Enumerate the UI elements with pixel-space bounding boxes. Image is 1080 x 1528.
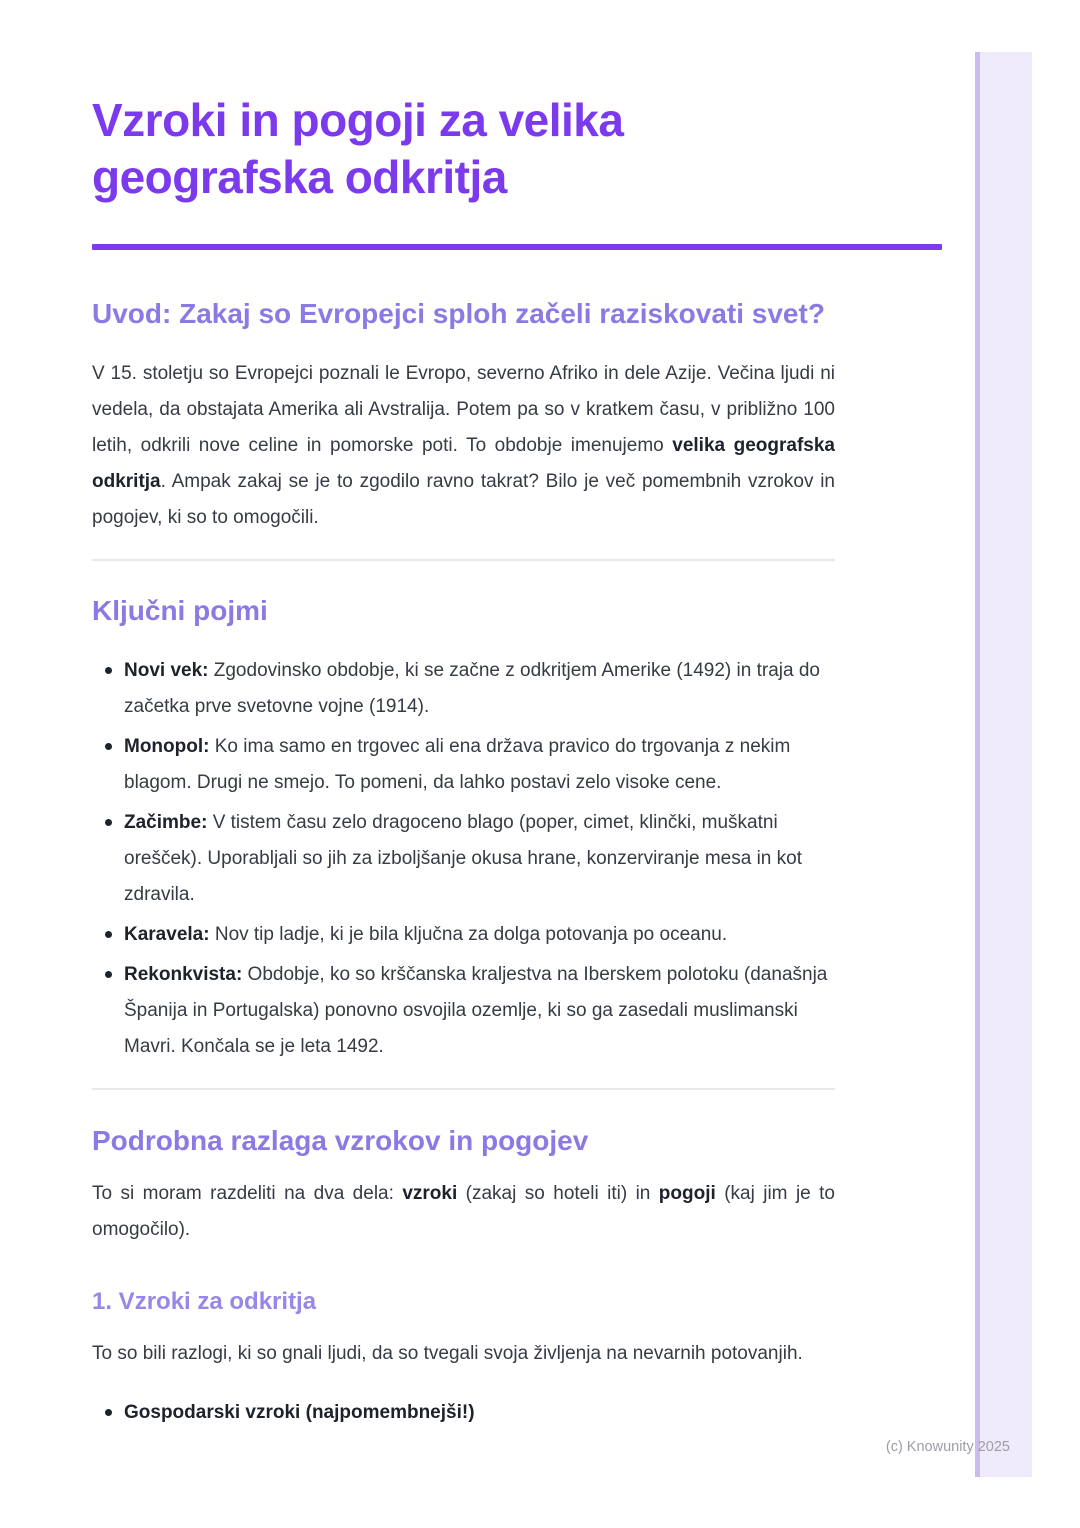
detailed-text-1: (zakaj so hoteli iti) in [457,1183,659,1204]
term-zacimbe: Začimbe: [124,812,208,833]
term-definition: Zgodovinsko obdobje, ki se začne z odkritjem Amerike (1492) in traja do začetka prve svetovne vojne (1914). [124,660,820,717]
term-rekonkvista: Rekonkvista: [124,964,243,985]
title-underline-rule [92,244,942,250]
detailed-bold-pogoji: pogoji [658,1183,716,1204]
section-heading-kljucni-pojmi: Ključni pojmi [92,595,268,626]
reasons-list [92,1395,835,1431]
term-gospodarski-vzroki: Gospodarski vzroki (najpomembnejši!) [124,1402,475,1423]
term-definition: Obdobje, ko so krščanska kraljestva na Iberskem polotoku (današnja Španija in Portugalska) ponovno osvojila ozemlje, ki so ga zasedali muslimanski Mavri. Končala se je leta 1492. [124,964,828,1057]
term-novi-vek: Novi vek: [124,660,209,681]
term-definition: Nov tip ladje, ki je bila ključna za dolga potovanja po oceanu. [209,924,728,945]
detailed-intro-paragraph [92,1176,835,1248]
key-terms-list [92,653,835,1065]
page-title: Vzroki in pogoji za velika geografska odkritja [92,94,624,203]
list-item [92,957,835,1065]
list-item [92,1395,835,1431]
list-item [92,729,835,801]
section-heading-podrobna-razlaga: Podrobna razlaga vzrokov in pogojev [92,1125,589,1156]
term-definition: V tistem času zelo dragoceno blago (poper, cimet, klinčki, muškatni orešček). Uporabljali so jih za izboljšanje okusa hrane, konzerviranje mesa in kot zdravila. [124,812,802,905]
detailed-bold-vzroki: vzroki [402,1183,458,1204]
copyright-note: (c) Knowunity 2025 [885,1439,1010,1455]
term-definition: Ko ima samo en trgovec ali ena država pravico do trgovanja z nekim blagom. Drugi ne smejo. To pomeni, da lahko postavi zelo visoke cene. [124,736,791,793]
section-heading-uvod: Uvod: Zakaj so Evropejci sploh začeli raziskovati svet? [92,298,825,329]
page-margin-stripe [975,52,1032,1477]
intro-paragraph [92,356,835,536]
detailed-text-2: (kaj jim je to omogočilo). [92,1183,835,1240]
section-divider [92,1088,835,1090]
intro-text-after: . Ampak zakaj se je to zgodilo ravno takrat? Bilo je več pomembnih vzrokov in pogojev, ki so to omogočili. [92,471,835,528]
document-body [92,0,835,1435]
section-divider [92,559,835,561]
subsection-heading-vzroki-za-odkritja: 1. Vzroki za odkritja [92,1288,317,1315]
term-monopol: Monopol: [124,736,210,757]
term-karavela: Karavela: [124,924,210,945]
detailed-text-0: To si moram razdeliti na dva dela: [92,1183,403,1204]
intro-text-before: V 15. stoletju so Evropejci poznali le Evropo, severno Afriko in dele Azije. Večina ljudi ni vedela, da obstajata Amerika ali Avstralija. Potem pa so v kratkem času, v približno 100 letih, odkrili nove celine in pomorske poti. To obdobje imenujemo [92,363,835,456]
list-item [92,917,835,953]
reasons-paragraph: To so bili razlogi, ki so gnali ljudi, da so tvegali svoja življenja na nevarnih potovanjih. [92,1343,803,1364]
list-item [92,653,835,725]
list-item [92,805,835,913]
intro-bold-term: velika geografska odkritja [92,435,835,492]
